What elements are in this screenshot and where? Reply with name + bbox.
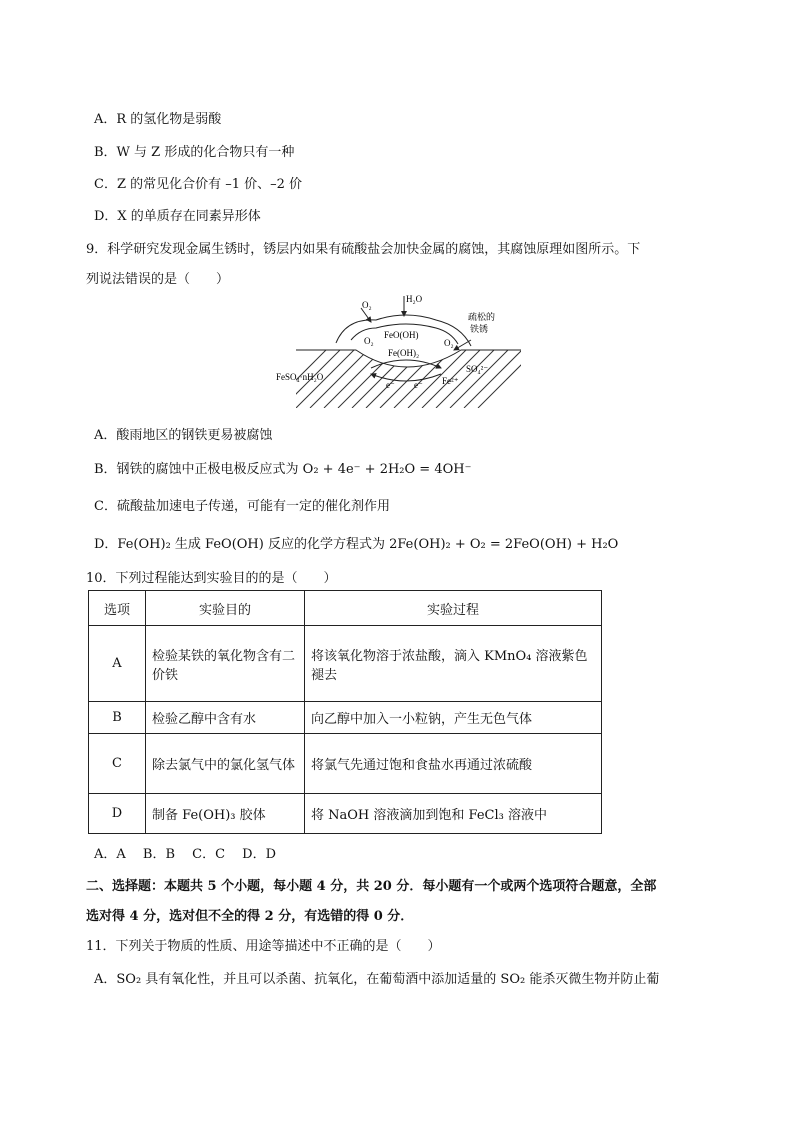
q10-stem: 10．下列过程能达到实验目的的是（ ） bbox=[86, 571, 337, 586]
q11-stem: 11．下列关于物质的性质、用途等描述中不正确的是（ ） bbox=[86, 939, 441, 954]
label-h2o: H₂O bbox=[406, 294, 423, 304]
row-process: 将 NaOH 溶液滴加到饱和 FeCl₃ 溶液中 bbox=[305, 794, 602, 834]
table-row bbox=[89, 794, 602, 834]
q11-option-a: A．SO₂ 具有氧化性，并且可以杀菌、抗氧化，在葡萄酒中添加适量的 SO₂ 能杀灭微生物并防止葡 bbox=[94, 972, 660, 987]
header-goal: 实验目的 bbox=[146, 591, 305, 626]
q8-option-d: D．X 的单质存在同素异形体 bbox=[94, 209, 261, 224]
label-feoh2: Fe(OH)₂ bbox=[388, 348, 420, 358]
q9-option-a: A．酸雨地区的钢铁更易被腐蚀 bbox=[94, 428, 273, 443]
q9-stem-line2: 列说法错误的是（ ） bbox=[86, 272, 230, 287]
corrosion-diagram bbox=[276, 288, 526, 408]
label-o2-right: O₂ bbox=[444, 338, 454, 348]
row-option: D bbox=[89, 794, 146, 834]
q10-answers: A．A B．B C．C D．D bbox=[94, 847, 277, 862]
label-e1: e⁻ bbox=[386, 380, 395, 390]
label-feso4: FeSO₄·nH₂O bbox=[276, 372, 324, 382]
section2-line1: 二、选择题：本题共 5 个小题，每小题 4 分，共 20 分．每小题有一个或两个选项符合题意，全部 bbox=[86, 879, 657, 894]
header-option: 选项 bbox=[89, 591, 146, 626]
label-rust-1: 疏松的 bbox=[468, 312, 496, 322]
q9-option-d: D．Fe(OH)₂ 生成 FeO(OH) 反应的化学方程式为 2Fe(OH)₂ + O₂ = 2FeO(OH) + H₂O bbox=[94, 537, 619, 552]
row-goal: 检验某铁的氧化物含有二价铁 bbox=[146, 626, 305, 702]
table-row bbox=[89, 734, 602, 794]
q9-stem-line1: 9．科学研究发现金属生锈时，锈层内如果有硫酸盐会加快金属的腐蚀，其腐蚀原理如图所示。下 bbox=[86, 242, 641, 257]
label-o2-top: O₂ bbox=[362, 300, 372, 310]
row-option: B bbox=[89, 702, 146, 734]
q9-option-b: B．钢铁的腐蚀中正极电极反应式为 O₂ + 4e⁻ + 2H₂O = 4OH⁻ bbox=[94, 462, 472, 477]
label-rust-2: 铁锈 bbox=[470, 324, 489, 334]
table-header-row bbox=[89, 591, 602, 626]
row-process: 将氯气先通过饱和食盐水再通过浓硫酸 bbox=[305, 734, 602, 794]
row-option: A bbox=[89, 626, 146, 702]
row-option: C bbox=[89, 734, 146, 794]
q8-option-b: B．W 与 Z 形成的化合物只有一种 bbox=[94, 145, 295, 160]
q8-option-a: A．R 的氢化物是弱酸 bbox=[94, 112, 222, 127]
table-row bbox=[89, 626, 602, 702]
header-process: 实验过程 bbox=[305, 591, 602, 626]
q8-option-c: C．Z 的常见化合价有 –1 价、–2 价 bbox=[94, 177, 303, 192]
row-goal: 制备 Fe(OH)₃ 胶体 bbox=[146, 794, 305, 834]
label-so4: SO₄²⁻ bbox=[466, 364, 489, 374]
q9-option-c: C．硫酸盐加速电子传递，可能有一定的催化剂作用 bbox=[94, 499, 390, 514]
row-goal: 除去氯气中的氯化氢气体 bbox=[146, 734, 305, 794]
q10-table bbox=[88, 590, 602, 834]
row-process: 向乙醇中加入一小粒钠，产生无色气体 bbox=[305, 702, 602, 734]
label-e2: e⁻ bbox=[414, 380, 423, 390]
section2-line2: 选对得 4 分，选对但不全的得 2 分，有选错的得 0 分． bbox=[86, 909, 414, 924]
label-fe: Fe²⁺ bbox=[442, 376, 459, 386]
label-feooh: FeO(OH) bbox=[384, 330, 419, 340]
table-row bbox=[89, 702, 602, 734]
row-goal: 检验乙醇中含有水 bbox=[146, 702, 305, 734]
row-process: 将该氧化物溶于浓盐酸，滴入 KMnO₄ 溶液紫色褪去 bbox=[305, 626, 602, 702]
label-o2-left: O₂ bbox=[364, 336, 374, 346]
